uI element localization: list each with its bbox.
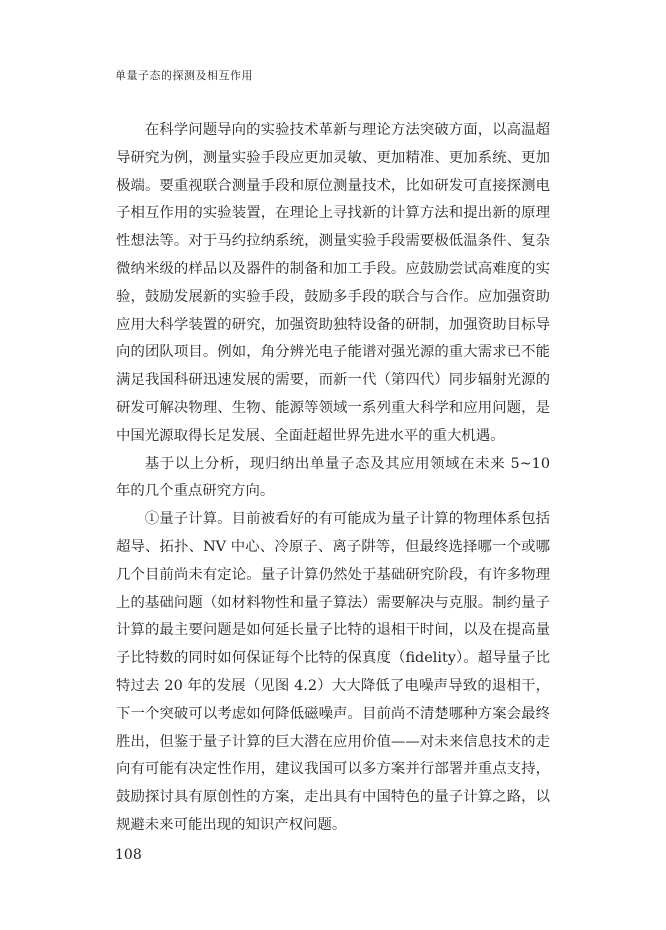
paragraph: 在科学问题导向的实验技术革新与理论方法突破方面，以高温超导研究为例，测量实验手段应更加灵敏、更加精准、更加系统、更加极端。要重视联合测量手段和原位测量技术，比如研发可直接探测电子相互作用的实验装置，在理论上寻找新的计算方法和提出新的原理性想法等。对于马约拉纳系统，测量实验手段需要极低温条件、复杂微纳米级的样品以及器件的制备和加工手段。应鼓励尝试高难度的实验，鼓励发展新的实验手段，鼓励多手段的联合与合作。应加强资助应用大科学装置的研究，加强资助独特设备的研制，加强资助目标导向的团队项目。例如，角分辨光电子能谱对强光源的重大需求已不能满足我国科研迅速发展的需要，而新一代（第四代）同步辐射光源的研发可解决物理、生物、能源等领域一系列重大科学和应用问题，是中国光源取得长足发展、全面赶超世界先进水平的重大机遇。 bbox=[116, 122, 550, 444]
body-text bbox=[116, 117, 550, 840]
running-header: 单量子态的探测及相互作用 bbox=[115, 69, 253, 82]
page-number: 108 bbox=[115, 847, 142, 863]
paragraph: ①量子计算。目前被看好的有可能成为量子计算的物理体系包括超导、拓扑、NV 中心、冷原子、离子阱等，但最终选择哪一个或哪几个目前尚未有定论。量子计算仍然处于基础研究阶段，有许多物理上的基础问题（如材料物性和量子算法）需要解决与克服。制约量子计算的最主要问题是如何延长量子比特的退相干时间，以及在提高量子比特数的同时如何保证每个比特的保真度（fidelity）。超导量子比特过去 20 年的发展（见图 4.2）大大降低了电噪声导致的退相干，下一个突破可以考虑如何降低磁噪声。目前尚不清楚哪种方案会最终胜出，但鉴于量子计算的巨大潜在应用价值——对未来信息技术的走向有可能有决定性作用，建议我国可以多方案并行部署并重点支持，鼓励探讨具有原创性的方案，走出具有中国特色的量子计算之路，以规避未来可能出现的知识产权问题。 bbox=[116, 511, 550, 833]
paragraph: 基于以上分析，现归纳出单量子态及其应用领域在未来 5~10 年的几个重点研究方向。 bbox=[116, 455, 550, 500]
